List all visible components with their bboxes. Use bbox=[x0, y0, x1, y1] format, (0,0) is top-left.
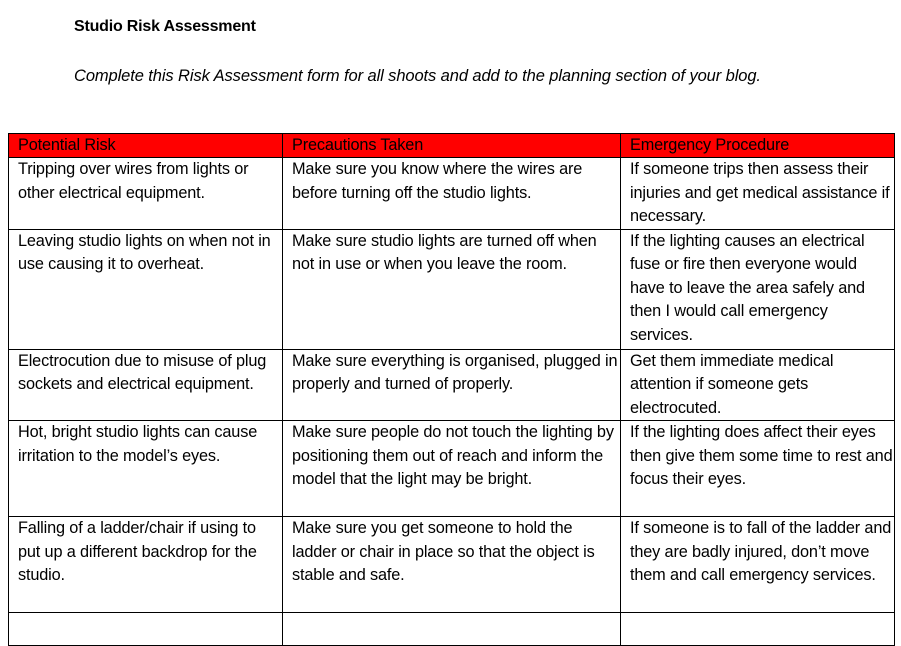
cell-procedure[interactable]: If the lighting causes an electrical fuse or fire then everyone would have to leave the area safely and then I would call emergency services. bbox=[621, 229, 895, 349]
cell-precaution[interactable]: Make sure you know where the wires are before turning off the studio lights. bbox=[283, 158, 621, 230]
table-row bbox=[9, 517, 895, 613]
cell-precaution-empty[interactable] bbox=[283, 613, 621, 646]
table-body bbox=[9, 158, 895, 646]
risk-assessment-table bbox=[8, 133, 895, 646]
table-row bbox=[9, 229, 895, 349]
table-row bbox=[9, 158, 895, 230]
cell-risk[interactable]: Falling of a ladder/chair if using to put up a different backdrop for the studio. bbox=[9, 517, 283, 613]
cell-precaution[interactable]: Make sure people do not touch the lighting by positioning them out of reach and inform the model that the light may be bright. bbox=[283, 421, 621, 517]
cell-procedure[interactable]: If someone trips then assess their injuries and get medical assistance if necessary. bbox=[621, 158, 895, 230]
cell-risk-empty[interactable] bbox=[9, 613, 283, 646]
document-instructions: Complete this Risk Assessment form for all shoots and add to the planning section of your blog. bbox=[74, 67, 761, 85]
cell-risk[interactable]: Leaving studio lights on when not in use causing it to overheat. bbox=[9, 229, 283, 349]
header-potential-risk: Potential Risk bbox=[9, 134, 283, 158]
header-precautions-taken: Precautions Taken bbox=[283, 134, 621, 158]
cell-precaution[interactable]: Make sure you get someone to hold the ladder or chair in place so that the object is stable and safe. bbox=[283, 517, 621, 613]
cell-risk[interactable]: Hot, bright studio lights can cause irritation to the model’s eyes. bbox=[9, 421, 283, 517]
cell-procedure[interactable]: Get them immediate medical attention if someone gets electrocuted. bbox=[621, 349, 895, 421]
header-emergency-procedure: Emergency Procedure bbox=[621, 134, 895, 158]
cell-risk[interactable]: Electrocution due to misuse of plug sockets and electrical equipment. bbox=[9, 349, 283, 421]
table-row-empty bbox=[9, 613, 895, 646]
cell-procedure[interactable]: If someone is to fall of the ladder and they are badly injured, don’t move them and call emergency services. bbox=[621, 517, 895, 613]
table-header bbox=[9, 134, 895, 158]
header-row bbox=[9, 134, 895, 158]
table-row bbox=[9, 349, 895, 421]
document-title: Studio Risk Assessment bbox=[74, 18, 256, 35]
cell-precaution[interactable]: Make sure studio lights are turned off when not in use or when you leave the room. bbox=[283, 229, 621, 349]
cell-risk[interactable]: Tripping over wires from lights or other electrical equipment. bbox=[9, 158, 283, 230]
table-row bbox=[9, 421, 895, 517]
cell-precaution[interactable]: Make sure everything is organised, plugged in properly and turned of properly. bbox=[283, 349, 621, 421]
cell-procedure[interactable]: If the lighting does affect their eyes then give them some time to rest and focus their eyes. bbox=[621, 421, 895, 517]
cell-procedure-empty[interactable] bbox=[621, 613, 895, 646]
